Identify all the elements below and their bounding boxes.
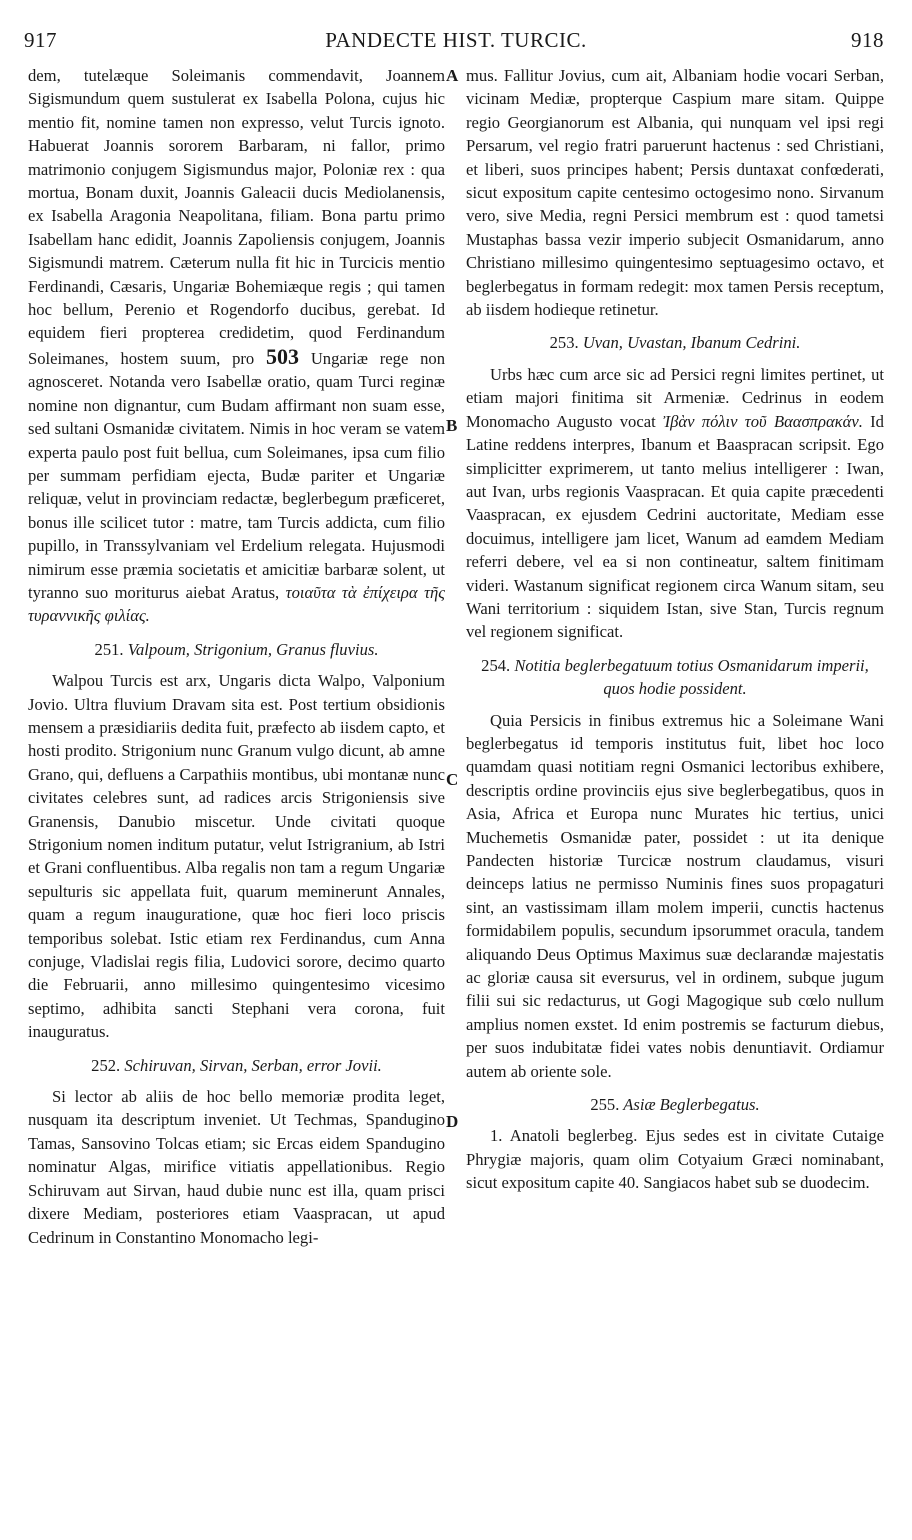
- paragraph: 1. Anatoli beglerbeg. Ejus sedes est in civitate Cutaige Phrygiæ majoris, quam olim Cotyaium Græci nominabant, sicut expositum capite 40. Sangiacos habet sub se duodecim.: [466, 1126, 884, 1193]
- paragraph: Si lector ab aliis de hoc bello memoriæ prodita leget, nusquam ita descriptum inveniet. Ut Techmas, Spandugino Tamas, Sansovino Tolcas etiam; sic Ercas eidem Spandugino nominatur Algas, mirifice vitiatis appellationibus. Regio Schiruvam aut Sirvan, haud dubie nunc est illa, quam prisci dixere Mediam, posteriores etiam Vaaspracan, ut apud Cedrinum in Constantino Monomacho legi-: [28, 1087, 445, 1247]
- margin-marker-d: D: [446, 1112, 459, 1131]
- paragraph: dem, tutelæque Soleimanis commendavit, Joannem Sigismundum quem sustulerat ex Isabella Polona, cujus hic mentio fit, nomine tamen non expresso, velut Turcis ignoto. Habuerat Joannis sororem Barbaram, ni fallor, primo matrimonio conjugem Sigismundus major, Poloniæ rex : qua mortua, Bonam duxit, Joannis Galeacii ducis Mediolanensis, ex Isabella Aragonia Neapolitana, filiam. Bona partu primo Isabellam hanc edidit, Joannis Zapoliensis conjugem, Joannis Sigismundi matrem. Cæterum nulla fit hic in Turcicis mentio Ferdinandi, Cæsaris, Ungariæ Bohemiæque regis ; qui tamen hoc bellum, Perenio et Rogendorfo ducibus, gerebat. Id equidem fieri propterea credidetim, quod Ferdinandum Soleimanes, hostem suum, pro 503 Ungariæ rege non agnosceret. Notanda vero Isabellæ oratio, quam Turci reginæ nomine non dignantur, cum Budam affirmant non suam esse, sed sultani Osmanidæ civitatem. Nimis in hoc veram se vatem experta paulo post fuit bellua, cum Soleimanes, ipsa cum filio per summam perfidiam ejecta, Budæ pariter et Ungariæ reliquæ, velut in provinciam redactæ, beglerbegum præficeret, bonus ille scilicet tutor : matre, tam Turcis addicta, cum filio pupillo, in Transsylvaniam vel Erdelium relegata. Hujusmodi nimirum esse præmia societatis et amicitiæ barbaræ solent, ut tyranno suo moriturus aiebat Aratus, τοιαῦτα τὰ ἐπίχειρα τῆς τυραννικῆς φιλίας.: [28, 66, 445, 626]
- section-heading-254: 254. Notitia beglerbegatuum totius Osmanidarum imperii, quos hodie possident.: [481, 655, 869, 699]
- left-column: [28, 64, 445, 1249]
- paragraph: Urbs hæc cum arce sic ad Persici regni limites pertinet, ut etiam majori finitima sit Armeniæ. Cedrinus in eodem Monomacho Augusto vocat Ἰβὰν πόλιν τοῦ Βαασπρακάν. Id Latine reddens interpres, Ibanum et Baaspracan scripsit. Ego simplicitter exprimerem, ut tanto melius intelligerer : Iwan, aut Ivan, urbs regionis Vaaspracan. Et quia capite præcedenti Vaaspracan, ex ejusdem Cedrini auctoritate, Mediam esse docuimus, intelligere jam licet, Wanum ad eamdem Mediam referri debere, vel ea si non contineatur, saltem finitimam videri. Wastanum significat regionem circa Wanum sitam, seu Wani territorium : siquidem Istan, sive Stan, Turcis regnum vel regionem significat.: [466, 364, 884, 642]
- greek-quote: τοιαῦτα τὰ ἐπίχειρα τῆς τυραννικῆς φιλίας.: [28, 582, 445, 626]
- section-heading-255: 255. Asiæ Beglerbegatus.: [590, 1095, 760, 1115]
- section-heading-253: 253. Uvan, Uvastan, Ibanum Cedrini.: [549, 333, 801, 353]
- page-number-left: 917: [24, 28, 57, 52]
- paragraph: mus. Fallitur Jovius, cum ait, Albaniam hodie vocari Serban, vicinam Mediæ, propterque Caspium mare sitam. Quippe regio Georgianorum est Albania, qui nunquam vel ipsi regi Persarum, vel regio fratri paruerunt hactenus : sed Christiani, et liberi, suos principes habent; Persis duntaxat confœderati, sicut expositum capite centesimo octogesimo nono. Sirvanum vero, sive Media, regni Persici membrum est : quod tametsi Mustaphas bassa vezir imperio subjecit Osmanidarum, anno Christiano millesimo quingentesimo septuagesimo octavo, et beglerbegatus in formam redegit: mox tamen Persis receptum, ab iisdem hodieque retinetur.: [466, 66, 884, 320]
- running-header: [0, 20, 912, 54]
- margin-marker-b: B: [446, 416, 458, 435]
- margin-marker-a: A: [446, 66, 459, 85]
- inline-page-number: 503: [266, 343, 300, 369]
- greek-quote: Ἰβὰν πόλιν τοῦ Βαασπρακάν.: [662, 411, 863, 431]
- margin-marker-c: C: [446, 770, 459, 789]
- paragraph: Walpou Turcis est arx, Ungaris dicta Walpo, Valponium Jovio. Ultra fluvium Dravam sita est. Post tertium obsidionis mensem a præsidiariis dedita fuit, præfecto ab iisdem capto, et hosti prodito. Strigonium nunc Granum vulgo dicunt, ab amne Grano, qui, defluens a Carpathiis montibus, ubi montanæ nunc civitates celebres sunt, ad radices arcis Strigoniensis sive Granensis, Danubio miscetur. Unde civitati quoque Strigonium nomen inditum putatur, velut Istrigranium, ab Istri et Grani confluentibus. Alba regalis non tam a regum Ungariæ sepulturis sic appellata fuit, quarum meminerunt Annales, quam a regum inauguratione, quæ hoc fieri loco priscis temporibus solebat. Istic etiam rex Ferdinandus, cum Anna conjuge, Vladislai regis filia, Ludovici sorore, decimo quarto die Februarii, anno millesimo quingentesimo vicesimo septimo, adhibita sancti Stephani vera corona, fuit inauguratus.: [28, 671, 445, 1042]
- right-column: [466, 64, 884, 1195]
- page-number-right: 918: [851, 28, 884, 52]
- section-heading-252: 252. Schiruvan, Sirvan, Serban, error Jovii.: [91, 1055, 382, 1075]
- section-heading-251: 251. Valpoum, Strigonium, Granus fluvius.: [94, 639, 379, 659]
- running-title: PANDECTE HIST. TURCIC.: [325, 28, 587, 52]
- paragraph: Quia Persicis in finibus extremus hic a Soleimane Wani beglerbegatus id temporis institutus fuit, libet hoc loco quamdam quasi notitiam regni Osmanici lectoribus exhibere, descriptis ordine provinciis ejus sive beglerbegatibus, quos in Asia, Africa et Europa nunc Murates hic tertius, unici Muchemetis Osmanidæ pater, possidet : ut ita denique Pandecten historiæ Turcicæ nostrum claudamus, visuri deinceps latius ne permisso Numinis fines suos propagaturi sint, an vastissimam illam molem imperii, cunctis hactenus formidabilem populis, secundum ipsorummet oracula, tandem aliquando Deus Optimus Maximus suæ declarandæ majestatis ac gloriæ causa sit eversurus, vel in ordinem, subque jugum filii sui sic redacturus, ut Gogi Magogique sub cœlo nullum amplius nomen exstet. Id enim postremis se facturum diebus, per suos indubitatæ fidei vates nobis denuntiavit. Ordiamur autem ab oriente sole.: [466, 710, 884, 1081]
